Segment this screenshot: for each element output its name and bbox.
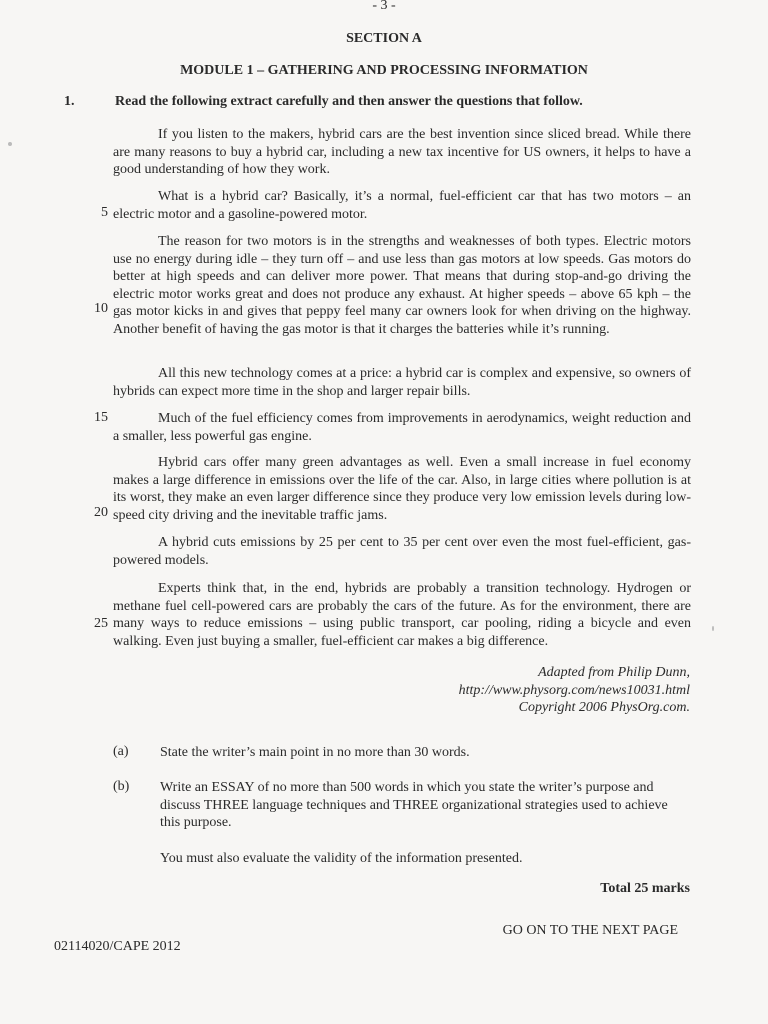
scan-speck xyxy=(8,142,12,146)
subquestion-text: Write an ESSAY of no more than 500 words in which you state the writer’s purpose and discuss THREE language techniques and THREE organizational strategies used to achieve this purpose. xyxy=(160,780,668,830)
source-line: Adapted from Philip Dunn, xyxy=(538,665,690,680)
line-number: 10 xyxy=(94,301,108,316)
paper-code: 02114020/CAPE 2012 xyxy=(54,939,181,954)
source-line: Copyright 2006 PhysOrg.com. xyxy=(518,700,690,715)
page-number: - 3 - xyxy=(372,0,396,13)
scan-speck xyxy=(712,626,714,631)
extract-paragraph: If you listen to the makers, hybrid cars are the best invention since sliced bread. While there are many reasons to buy a hybrid car, including a new tax incentive for US owners, it helps to have a good understanding of how they work. xyxy=(113,127,691,177)
extract-paragraph: All this new technology comes at a price: a hybrid car is complex and expensive, so owners of hybrids can expect more time in the shop and larger repair bills. xyxy=(113,366,691,399)
source-line: http://www.physorg.com/news10031.html xyxy=(458,682,690,698)
extract-paragraph: Hybrid cars offer many green advantages as well. Even a small increase in fuel economy makes a large difference in emissions over the life of the car. Also, in large cities where pollution is at its worst, they make an even larger difference since they produce very low emission levels during low-speed city driving and the inevitable traffic jams. xyxy=(113,455,691,523)
module-title: MODULE 1 – GATHERING AND PROCESSING INFORMATION xyxy=(180,63,588,78)
subquestion-label: (b) xyxy=(113,779,130,794)
extract-paragraph: A hybrid cuts emissions by 25 per cent to 35 per cent over even the most fuel-efficient, gas-powered models. xyxy=(113,535,691,568)
line-number: 25 xyxy=(94,616,108,631)
extract-paragraph: The reason for two motors is in the strengths and weaknesses of both types. Electric motors use no energy during idle – they turn off – and use less than gas motors at low speeds. Gas motors do better at high speeds and can deliver more power. That means that during stop-and-go driving the electric motor works great and does not produce any exhaust. At higher speeds – above 65 kph – the gas motor kicks in and gives that peppy feel many car owners look for when driving on the highway. Another benefit of having the gas motor is that it charges the batteries while it’s running. xyxy=(113,234,691,337)
extract-paragraph: What is a hybrid car? Basically, it’s a normal, fuel-efficient car that has two motors – an electric motor and a gasoline-powered motor. xyxy=(113,189,691,222)
next-page-note: GO ON TO THE NEXT PAGE xyxy=(502,923,678,938)
extract-paragraph: Much of the fuel efficiency comes from improvements in aerodynamics, weight reduction and a smaller, less powerful gas engine. xyxy=(113,411,691,444)
question-instruction: Read the following extract carefully and then answer the questions that follow. xyxy=(115,94,583,109)
line-number: 5 xyxy=(101,205,108,220)
section-title: SECTION A xyxy=(346,31,422,46)
evaluation-note: You must also evaluate the validity of the information presented. xyxy=(160,851,523,866)
total-marks: Total 25 marks xyxy=(600,881,690,896)
extract-paragraph: Experts think that, in the end, hybrids are probably a transition technology. Hydrogen or methane fuel cell-powered cars are probably the cars of the future. As for the environment, there are many ways to reduce emissions – using public transport, car pooling, riding a bicycle and even walking. Even just buying a smaller, fuel-efficient car makes a big difference. xyxy=(113,581,691,649)
subquestion-text: State the writer’s main point in no more than 30 words. xyxy=(160,745,470,760)
source-citation xyxy=(459,664,690,717)
subquestion-label: (a) xyxy=(113,744,129,759)
line-number: 20 xyxy=(94,505,108,520)
question-number: 1. xyxy=(64,94,75,109)
line-number: 15 xyxy=(94,410,108,425)
